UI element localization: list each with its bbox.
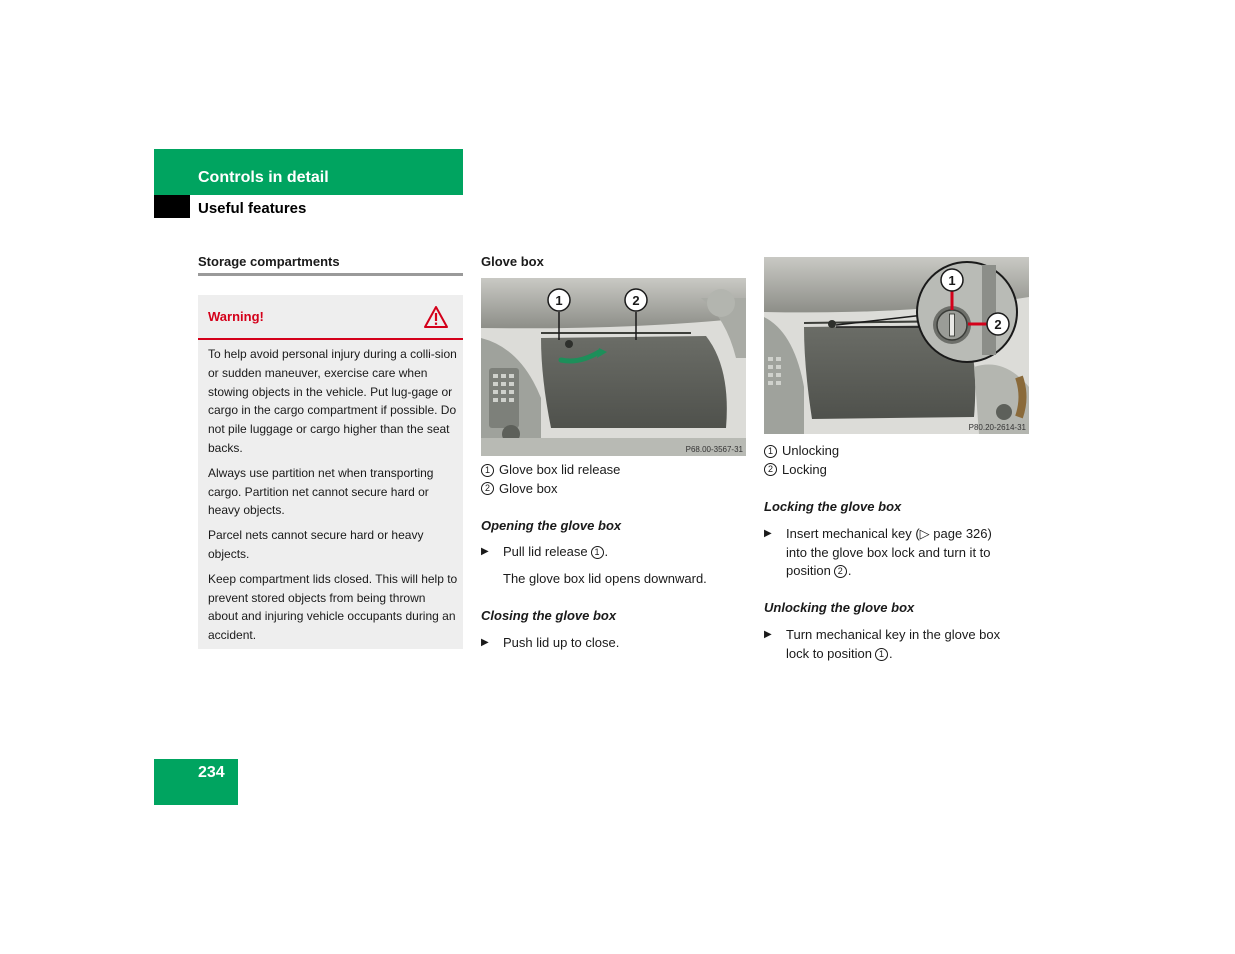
legend-item — [481, 461, 620, 480]
triangle-right-icon: ▶ — [764, 629, 772, 640]
locking-heading: Locking the glove box — [764, 499, 902, 514]
triangle-right-icon: ▶ — [481, 637, 489, 648]
warning-body — [208, 345, 458, 651]
legend-text: Unlocking — [782, 443, 840, 458]
page-number-box — [154, 759, 238, 805]
storage-title: Storage compartments — [198, 254, 340, 269]
legend-number: 2 — [764, 463, 777, 476]
unlocking-heading: Unlocking the glove box — [764, 600, 915, 615]
legend-item — [481, 480, 620, 499]
legend-number: 1 — [764, 445, 777, 458]
glove-box-lock-figure — [764, 257, 1029, 434]
step-number: 1 — [875, 648, 888, 661]
legend-number: 2 — [481, 482, 494, 495]
lock-legend — [764, 442, 839, 479]
storage-title-rule — [198, 273, 463, 276]
closing-step — [481, 634, 746, 654]
closing-step-text: Push lid up to close. — [503, 635, 620, 650]
warning-box — [198, 295, 463, 649]
triangle-right-icon: ▶ — [481, 546, 489, 557]
glove-box-title: Glove box — [481, 254, 544, 269]
legend-number: 1 — [481, 464, 494, 477]
opening-step — [481, 543, 746, 563]
unlocking-step — [764, 626, 1029, 666]
callout-1: 1 — [555, 293, 563, 308]
opening-step-text: Pull lid release 1 . — [503, 544, 609, 559]
legend-text: Locking — [782, 461, 827, 477]
opening-heading: Opening the glove box — [481, 518, 622, 533]
unlocking-step-text: Turn mechanical key in the glove box lock to position 1 . — [786, 627, 1001, 661]
closing-heading: Closing the glove box — [481, 608, 617, 623]
callout-1: 1 — [948, 273, 956, 288]
callout-2: 2 — [632, 293, 640, 308]
warning-paragraph: Always use partition net when transporting cargo. Partition net cannot secure hard or heavy objects. — [208, 465, 434, 518]
opening-result: The glove box lid opens downward. — [503, 571, 707, 586]
legend-item — [764, 461, 839, 480]
locking-step — [764, 525, 1029, 583]
warning-triangle-icon — [423, 305, 449, 329]
triangle-right-icon: ▶ — [764, 528, 772, 539]
step-number: 1 — [591, 546, 604, 559]
legend-text: Glove box — [499, 480, 558, 496]
callout-2: 2 — [994, 317, 1002, 332]
warning-paragraph: Parcel nets cannot secure hard or heavy objects. — [208, 528, 424, 561]
glove-box-figure — [481, 278, 746, 456]
page-ref-icon: ▷ — [919, 526, 930, 541]
figure-code: P68.00-3567-31 — [685, 445, 743, 454]
legend-item — [764, 442, 839, 461]
warning-label: Warning! — [208, 309, 264, 324]
page-number: 234 — [198, 764, 225, 781]
warning-rule — [198, 338, 463, 340]
step-number: 2 — [834, 565, 847, 578]
chapter-title: Controls in detail — [198, 169, 329, 186]
locking-step-text: Insert mechanical key (▷ page 326) into the glove box lock and turn it to position 2 . — [786, 526, 992, 579]
warning-paragraph: Keep compartment lids closed. This will help to prevent stored objects from being thrown about and injuring vehicle occupants during an accident. — [208, 571, 458, 643]
legend-text: Glove box lid release — [499, 462, 621, 477]
warning-paragraph: To help avoid personal injury during a colli-sion or sudden maneuver, exercise care when stowing objects in the vehicle. Put lug-gage or cargo in the cargo compartment if possible. Do not pile luggage or cargo higher than the seat backs. — [208, 347, 457, 455]
section-title: Useful features — [198, 200, 307, 217]
figure-code: P80.20-2614-31 — [968, 423, 1026, 432]
section-marker — [154, 195, 190, 218]
glove-box-legend — [481, 461, 620, 498]
